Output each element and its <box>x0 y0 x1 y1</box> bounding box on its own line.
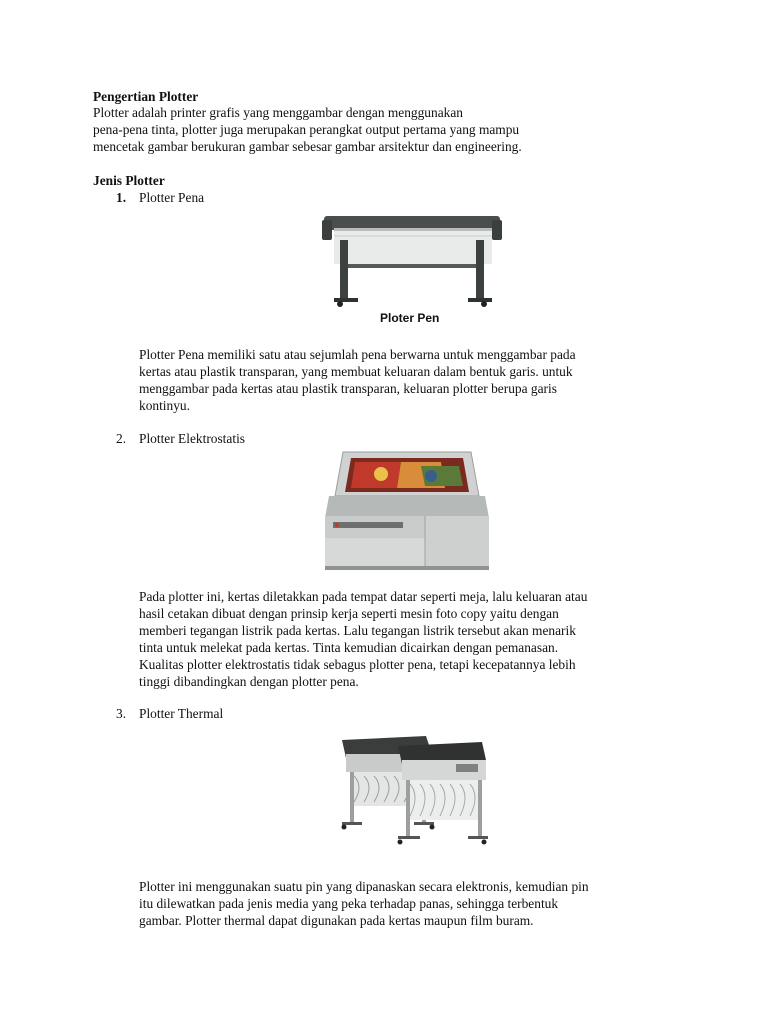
description-line: kontinyu. <box>139 398 190 413</box>
item-description <box>139 346 576 414</box>
description-line: itu dilewatkan pada jenis media yang peka terhadap panas, sehingga terbentuk <box>139 896 559 911</box>
intro-line: Plotter adalah printer grafis yang menggambar dengan menggunakan <box>93 105 463 120</box>
description-line: hasil cetakan dibuat dengan prinsip kerja seperti mesin foto copy yaitu dengan <box>139 606 559 621</box>
description-line: Pada plotter ini, kertas diletakkan pada tempat datar seperti meja, lalu keluaran atau <box>139 589 588 604</box>
figure-caption: Ploter Pen <box>380 311 440 325</box>
description-line: menggambar pada kertas atau plastik transparan, keluaran plotter berupa garis <box>139 381 557 396</box>
description-line: Kualitas plotter elektrostatis tidak sebagus plotter pena, tetapi kecepatannya lebih <box>139 657 576 672</box>
description-line: Plotter Pena memiliki satu atau sejumlah pena berwarna untuk menggambar pada <box>139 347 576 362</box>
intro-line: mencetak gambar berukuran gambar sebesar gambar arsitektur dan engineering. <box>93 139 522 154</box>
list-number: 3. <box>116 706 127 721</box>
page-title: Pengertian Plotter <box>93 89 199 104</box>
thermal-plotter-image <box>336 730 488 850</box>
intro-line: pena-pena tinta, plotter juga merupakan perangkat output pertama yang mampu <box>93 122 520 137</box>
list-item-title: Plotter Thermal <box>139 706 224 721</box>
list-number: 2. <box>116 431 127 446</box>
description-line: tinggi dibandingkan dengan plotter pena. <box>139 674 359 689</box>
section-heading: Jenis Plotter <box>93 173 165 188</box>
list-item-title: Plotter Pena <box>139 190 205 205</box>
list-number: 1. <box>116 190 127 205</box>
description-line: kertas atau plastik transparan, yang membuat keluaran dalam bentuk garis. untuk <box>139 364 573 379</box>
pen-plotter-image <box>318 210 508 310</box>
list-item-title: Plotter Elektrostatis <box>139 431 245 446</box>
intro-paragraph <box>93 104 522 155</box>
item-description <box>139 878 589 929</box>
item-description <box>139 588 587 690</box>
description-line: Plotter ini menggunakan suatu pin yang dipanaskan secara elektronis, kemudian pin <box>139 879 589 894</box>
description-line: memberi tegangan listrik pada kertas. Lalu tegangan listrik tersebut akan menarik <box>139 623 576 638</box>
electrostatic-plotter-image <box>321 448 493 572</box>
description-line: tinta untuk melekat pada kertas. Tinta kemudian dicairkan dengan pemanasan. <box>139 640 559 655</box>
description-line: gambar. Plotter thermal dapat digunakan pada kertas maupun film buram. <box>139 913 534 928</box>
